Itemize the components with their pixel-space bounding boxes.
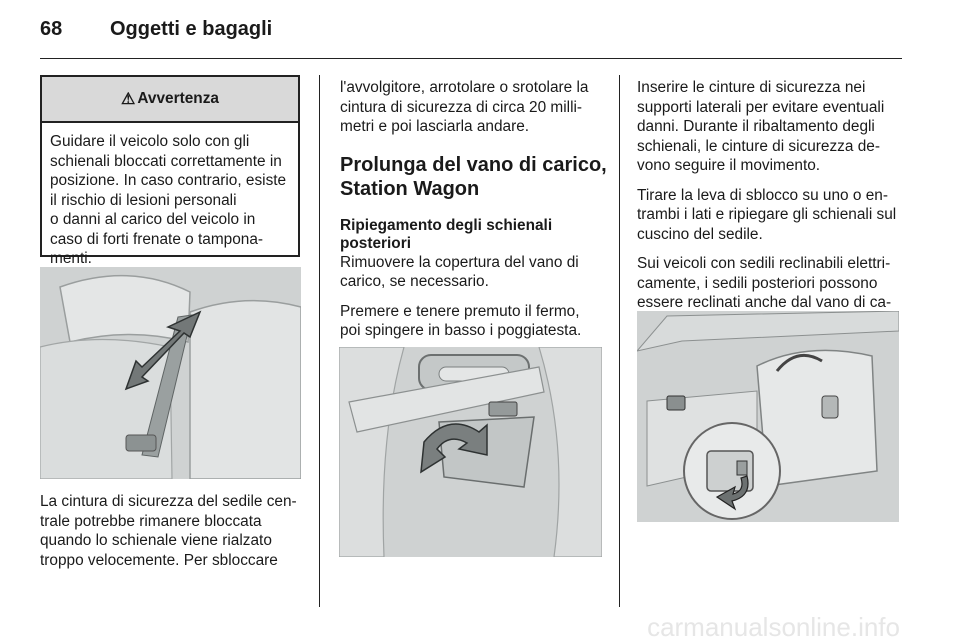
armrest-illustration [339,347,602,557]
text-line: Rimuovere la copertura del vano di [340,253,579,271]
paragraph [340,78,610,137]
paragraph [637,78,905,176]
heading-line: Station Wagon [340,177,480,200]
warning-line: caso di forti frenate o tampona- [50,230,264,248]
column-divider-1 [319,75,320,607]
heading-line: Prolunga del vano di carico, [340,153,607,176]
warning-title: Avvertenza [137,90,219,107]
warning-line: posizione. In caso contrario, esiste [50,172,287,189]
text-line: supporti laterali per evitare eventuali [637,98,885,116]
warning-line: il rischio di lesioni personali [50,191,237,209]
caption-line: La cintura di sicurezza del sedile cen- [40,493,297,510]
figure-armrest [339,347,602,557]
text-line: Inserire le cinture di sicurezza nei [637,79,866,96]
warning-triangle-icon: ⚠ [121,91,136,108]
text-line: vono seguire il movimento. [637,157,821,174]
warning-line: o danni al carico del veicolo in [50,211,256,228]
text-line: l'avvolgitore, arrotolare o srotolare la [340,79,589,96]
warning-line: menti. [50,250,92,267]
text-line: camente, i sedili posteriori possono [637,274,878,292]
paragraph [340,302,610,341]
text-line: trambi i lati e ripiegare gli schienali sul [637,206,897,223]
text-line: carico, se necessario. [340,273,489,290]
warning-header [42,77,298,123]
text-line: essere reclinati anche dal vano di ca- [637,294,892,311]
page-header [40,18,272,41]
page-number: 68 [40,18,63,40]
section-heading [340,153,610,201]
text-line: schienali, le cinture di sicurezza de- [637,137,880,155]
page-title: Oggetti e bagagli [110,18,273,40]
header-rule [40,58,902,59]
release-lever-illustration [637,311,899,522]
warning-text [42,123,298,269]
subheading-line: Ripiegamento degli schienali [340,216,553,234]
figure-release-lever [637,311,899,522]
seat-belt-illustration [40,267,301,479]
text-line: Sui veicoli con sedili reclinabili elettri- [637,255,891,272]
caption-line: quando lo schienale viene rialzato [40,532,272,549]
subheading-line: posteriori [340,234,411,252]
text-line: metri e poi lasciarla andare. [340,118,530,135]
text-line: poi spingere in basso i poggiatesta. [340,322,582,339]
warning-box [40,75,300,267]
text-line: cintura di sicurezza di circa 20 milli- [340,98,583,116]
column-2-text [340,78,610,380]
column-1-caption [40,492,305,570]
column-3-text [637,78,905,342]
text-line: cuscino del sedile. [637,225,763,243]
caption-line: troppo velocemente. Per sbloccare [40,551,278,569]
watermark: carmanualsonline.info [647,612,900,642]
caption-line: trale potrebbe rimanere bloccata [40,512,262,530]
figure-seat-belt-retractor [40,267,301,479]
warning-line: Guidare il veicolo solo con gli [50,133,250,150]
paragraph [637,186,905,245]
warning-line: schienali bloccati correttamente in [50,152,282,170]
text-line: Premere e tenere premuto il fermo, [340,302,580,320]
text-line: danni. Durante il ribaltamento degli [637,118,875,135]
subheading [340,217,610,253]
text-line: Tirare la leva di sblocco su uno o en- [637,186,888,204]
column-divider-2 [619,75,620,607]
paragraph [340,253,610,292]
